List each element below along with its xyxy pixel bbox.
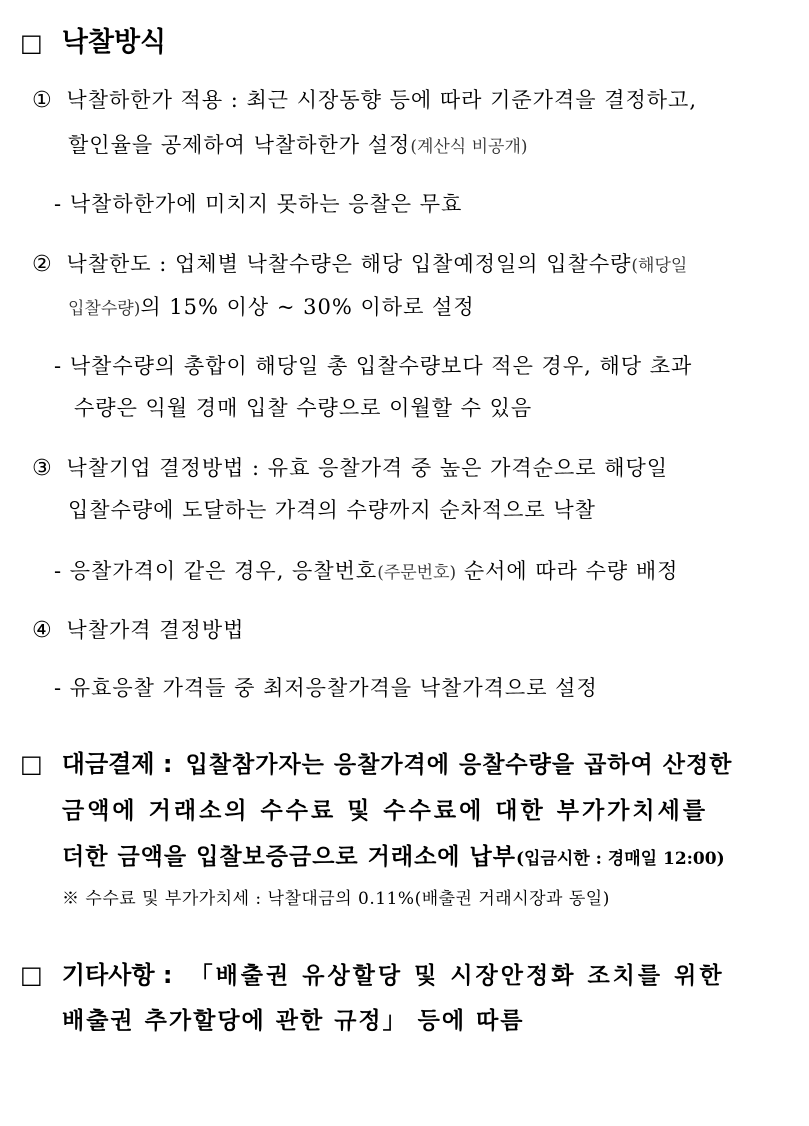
section-2-line-2: 금액에 거래소의 수수료 및 수수료에 대한 부가가치세를: [62, 797, 709, 824]
item-4-text: 낙찰가격 결정방법: [66, 618, 245, 642]
section-3-line-1: [20, 955, 725, 990]
item-1-line-1: [32, 84, 792, 114]
item-2-dash-line-2: 수량은 익월 경매 입찰 수량으로 이월할 수 있음: [74, 396, 533, 420]
item-3-text: 낙찰기업 결정방법 : 유효 응찰가격 중 높은 가격순으로 해당일: [66, 456, 669, 480]
section-2-text: 입찰참가자는 응찰가격에 응찰수량을 곱하여 산정한: [185, 751, 733, 778]
item-4-dash: - 유효응찰 가격들 중 최저응찰가격을 낙찰가격으로 설정: [54, 676, 598, 700]
item-3-dash-text: - 응찰가격이 같은 경우, 응찰번호: [54, 559, 378, 583]
item-2-dash-line-1: - 낙찰수량의 총합이 해당일 총 입찰수량보다 적은 경우, 해당 초과: [54, 354, 693, 378]
checkbox-square-icon: □: [20, 750, 43, 778]
item-2-note-b: 입찰수량): [68, 299, 141, 319]
section-3-text: 「배출권 유상할당 및 시장안정화 조치를 위한: [189, 962, 725, 989]
item-3-line-2: 입찰수량에 도달하는 가격의 수량까지 순차적으로 낙찰: [68, 498, 596, 522]
checkbox-square-icon: □: [20, 961, 43, 989]
item-4-line-1: [32, 614, 244, 644]
item-2-text: 낙찰한도 : 업체별 낙찰수량은 해당 입찰예정일의 입찰수량: [66, 252, 632, 276]
section-title: 낙찰방식: [61, 27, 167, 58]
circled-number-3: ③: [32, 456, 53, 481]
section-2-text-3: 더한 금액을 입찰보증금으로 거래소에 납부: [62, 843, 516, 870]
item-2-line-2: [68, 291, 475, 321]
section-2-line-3: [62, 838, 725, 871]
item-3-dash-text-cont: 순서에 따라 수량 배정: [456, 559, 679, 583]
item-1-text-cont: 할인율을 공제하여 낙찰하한가 설정: [68, 133, 411, 157]
item-3-line-1: [32, 452, 668, 482]
item-1-line-2: [68, 129, 528, 159]
item-2-text-cont: 의 15% 이상 ~ 30% 이하로 설정: [140, 295, 475, 319]
item-3-dash: [54, 555, 678, 585]
section-1-heading: [20, 20, 166, 59]
section-2-line-1: [20, 744, 732, 779]
circled-number-4: ④: [32, 618, 53, 643]
circled-number-2: ②: [32, 252, 53, 277]
section-2-footnote: ※ 수수료 및 부가가치세 : 낙찰대금의 0.11%(배출권 거래시장과 동일): [62, 889, 610, 909]
item-2-line-1: [32, 248, 687, 278]
section-2-title: 대금결제 :: [61, 750, 173, 778]
section-3-title: 기타사항 :: [61, 961, 173, 989]
item-1-text: 낙찰하한가 적용 : 최근 시장동향 등에 따라 기준가격을 결정하고,: [66, 88, 698, 112]
section-2-deadline: (입금시한 : 경매일 12:00): [515, 849, 725, 869]
item-2-note-a: (해당일: [631, 256, 688, 276]
circled-number-1: ①: [32, 88, 53, 113]
item-1-note: (계산식 비공개): [410, 137, 528, 157]
item-3-dash-note: (주문번호): [377, 563, 457, 583]
checkbox-square-icon: □: [20, 29, 43, 57]
section-3-line-2: 배출권 추가할당에 관한 규정」 등에 따름: [62, 1007, 525, 1034]
item-1-dash: - 낙찰하한가에 미치지 못하는 응찰은 무효: [54, 192, 463, 216]
